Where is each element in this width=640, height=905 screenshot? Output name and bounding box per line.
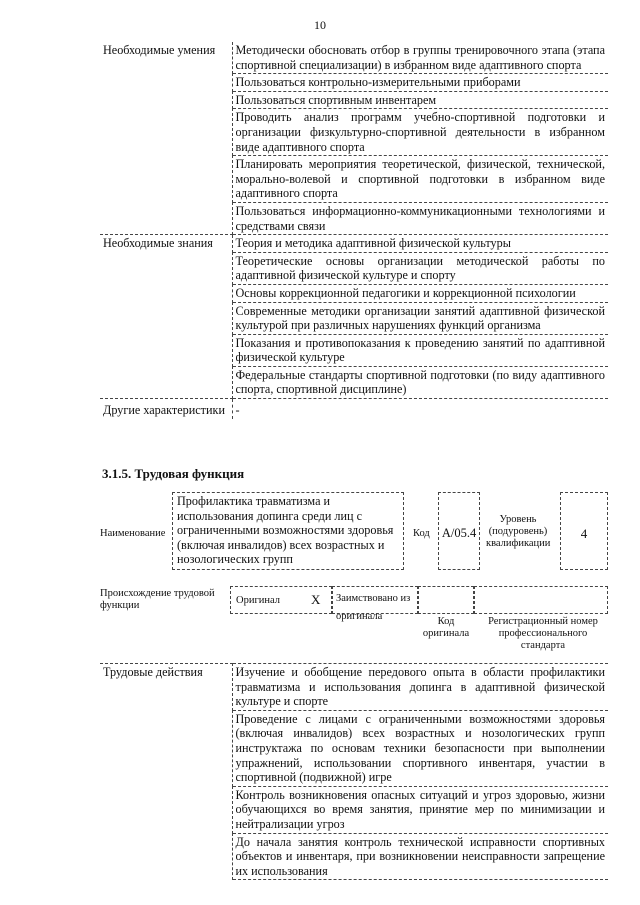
reg-number-caption: Регистрационный номер профессионального стандарта <box>488 616 598 651</box>
function-name: Профилактика травматизма и использования допинга среди лиц с ограниченными возможностями здоровья (включая инвалидов) всех возрастных и нозологических групп <box>177 494 394 567</box>
original-label: Оригинал <box>236 595 280 606</box>
action-item: Изучение и обобщение передового опыта в области профилактики травматизма и использования допинга в адаптивной физической культуре и спорте <box>232 664 608 711</box>
level-label: Уровень (подуровень) квалификации <box>486 514 551 549</box>
level-box <box>560 492 608 570</box>
function-name-box <box>172 492 404 570</box>
code-label: Код <box>413 528 430 539</box>
knowledge-item: Федеральные стандарты спортивной подготовки (по виду адаптивного спорта, спортивной дисциплине) <box>232 366 608 398</box>
borrowed-box <box>332 586 418 622</box>
page-number: 10 <box>314 18 326 32</box>
original-mark: X <box>311 592 321 607</box>
skills-label: Необходимые умения <box>100 42 232 235</box>
skills-knowledge-table <box>100 42 608 419</box>
action-item: Проведение с лицами с ограниченными возможностями здоровья (включая инвалидов) всех возрастных и нозологических групп инструктажа по основам техники безопасности при выполнении упражнений, использовании спортивного инвентаря, участии в спортивной (подвижной) игре <box>232 710 608 786</box>
knowledge-item: Теория и методика адаптивной физической культуры <box>232 235 608 253</box>
level-value: 4 <box>580 526 588 541</box>
skill-item: Пользоваться спортивным инвентарем <box>232 91 608 109</box>
action-item: Контроль возникновения опасных ситуаций и угроз здоровью, жизни обучающихся во время занятия, принятие мер по минимизации и нейтрализации угроз <box>232 786 608 833</box>
name-label: Наименование <box>100 528 166 539</box>
actions-label: Трудовые действия <box>100 664 232 880</box>
other-value: - <box>235 403 240 418</box>
skill-item: Пользоваться информационно-коммуникационными технологиями и средствами связи <box>232 202 608 234</box>
knowledge-item: Основы коррекционной педагогики и коррекционной психологии <box>232 284 608 302</box>
code-box <box>438 492 480 570</box>
knowledge-item: Показания и противопоказания к проведению занятий по адаптивной физической культуре <box>232 334 608 366</box>
knowledge-label: Необходимые знания <box>100 235 232 399</box>
knowledge-item: Теоретические основы организации методической работы по адаптивной физической культуре и спорту <box>232 252 608 284</box>
borrowed-label: Заимствовано из оригинала <box>336 593 411 622</box>
actions-table <box>100 663 608 880</box>
reg-number-box <box>474 586 608 614</box>
skill-item: Методически обосновать отбор в группы тренировочного этапа (этапа спортивной специализации) в избранном виде адаптивного спорта <box>232 42 608 74</box>
origin-label: Происхождение трудовой функции <box>100 588 215 611</box>
skill-item: Проводить анализ программ учебно-спортивной подготовки и организации физкультурно-спортивной деятельности в избранном виде адаптивного спорта <box>232 109 608 156</box>
knowledge-item: Современные методики организации занятий адаптивной физической культурой при различных нарушениях функций организма <box>232 302 608 334</box>
skill-item: Планировать мероприятия теоретической, физической, технической, морально-волевой и спортивной подготовки в избранном виде адаптивного спорта <box>232 156 608 203</box>
skill-item: Пользоваться контрольно-измерительными приборами <box>232 74 608 92</box>
original-box <box>230 586 332 614</box>
code-value: A/05.4 <box>441 526 477 540</box>
action-item: До начала занятия контроль технической исправности спортивных объектов и инвентаря, при возникновении неисправности запрещение их использования <box>232 833 608 880</box>
code-original-box <box>418 586 474 614</box>
other-label: Другие характеристики <box>100 399 232 419</box>
code-original-caption: Код оригинала <box>422 616 470 639</box>
section-title: 3.1.5. Трудовая функция <box>102 466 245 481</box>
